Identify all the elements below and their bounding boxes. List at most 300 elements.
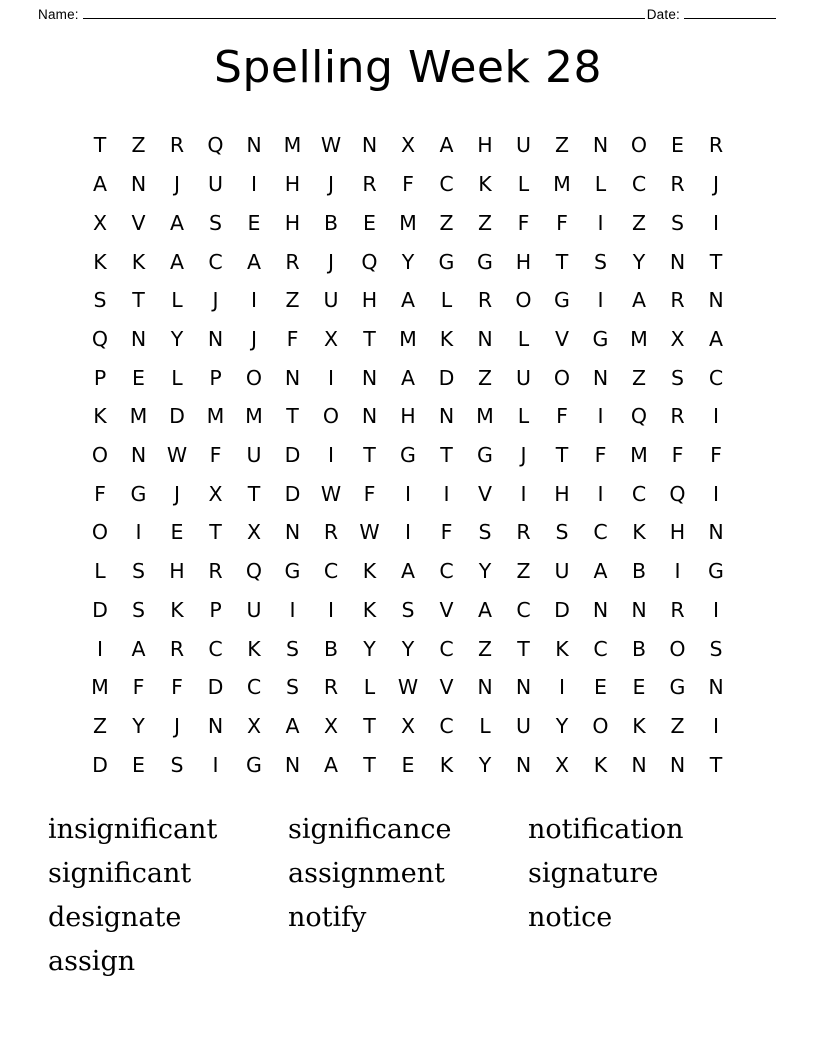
grid-cell[interactable]: O <box>553 365 571 390</box>
grid-cell[interactable]: X <box>246 713 262 738</box>
grid-cell[interactable]: T <box>363 713 376 738</box>
grid-cell[interactable]: I <box>327 365 335 390</box>
grid-cell[interactable]: I <box>250 288 258 313</box>
grid-cell[interactable]: K <box>247 636 261 661</box>
grid-cell[interactable]: Y <box>555 713 569 738</box>
grid-cell[interactable]: M <box>206 404 225 429</box>
grid-cell[interactable]: N <box>477 675 493 700</box>
grid-cell[interactable]: I <box>327 597 335 622</box>
grid-cell[interactable]: I <box>712 404 720 429</box>
grid-cell[interactable]: E <box>170 520 184 545</box>
grid-cell[interactable]: T <box>363 443 376 468</box>
grid-cell[interactable]: A <box>708 326 724 351</box>
grid-cell[interactable]: I <box>443 481 450 506</box>
grid-cell[interactable]: C <box>708 365 724 390</box>
grid-cell[interactable]: C <box>208 636 223 661</box>
grid-cell[interactable]: R <box>670 288 685 313</box>
grid-cell[interactable]: W <box>320 481 342 506</box>
grid-cell[interactable]: X <box>400 713 416 738</box>
grid-cell[interactable]: F <box>671 443 684 468</box>
grid-cell[interactable]: C <box>439 636 454 661</box>
grid-cell[interactable]: I <box>212 752 219 777</box>
grid-cell[interactable]: N <box>207 713 224 738</box>
grid-cell[interactable]: O <box>91 443 109 468</box>
grid-cell[interactable]: N <box>477 326 493 351</box>
grid-cell[interactable]: Z <box>477 365 493 390</box>
grid-cell[interactable]: N <box>515 752 532 777</box>
grid-cell[interactable]: V <box>439 597 454 622</box>
grid-row <box>81 165 736 204</box>
grid-cell[interactable]: Y <box>401 636 415 661</box>
grid-cell[interactable]: M <box>283 133 302 158</box>
grid-cell[interactable]: O <box>630 133 648 158</box>
grid-cell[interactable]: X <box>92 210 108 235</box>
grid-cell[interactable]: N <box>284 365 301 390</box>
grid-cell[interactable]: T <box>517 636 530 661</box>
grid-cell[interactable]: G <box>477 249 493 274</box>
grid-cell[interactable]: I <box>135 520 142 545</box>
grid-cell[interactable]: R <box>670 172 685 197</box>
grid-cell[interactable]: G <box>438 249 455 274</box>
grid-cell[interactable]: F <box>171 675 183 700</box>
grid-cell[interactable]: L <box>517 326 530 351</box>
grid-cell[interactable]: D <box>284 481 301 506</box>
grid-cell[interactable]: G <box>592 326 609 351</box>
grid-cell[interactable]: J <box>173 172 181 197</box>
grid-cell[interactable]: U <box>246 443 262 468</box>
grid-cell[interactable]: U <box>554 559 570 584</box>
grid-cell[interactable]: G <box>669 675 686 700</box>
grid-cell[interactable]: P <box>209 365 222 390</box>
grid-cell[interactable]: I <box>712 481 720 506</box>
grid-cell[interactable]: I <box>327 443 335 468</box>
grid-cell[interactable]: S <box>285 636 299 661</box>
grid-cell[interactable]: B <box>631 559 647 584</box>
grid-cell[interactable]: Z <box>477 210 493 235</box>
grid-cell[interactable]: V <box>477 481 493 506</box>
grid-cell[interactable]: F <box>209 443 222 468</box>
grid-cell[interactable]: I <box>712 210 720 235</box>
grid-cell[interactable]: N <box>130 326 147 351</box>
grid-cell[interactable]: W <box>166 443 188 468</box>
grid-cell[interactable]: A <box>131 636 146 661</box>
grid-cell[interactable]: J <box>327 249 335 274</box>
grid-cell[interactable]: F <box>556 210 568 235</box>
grid-cell[interactable]: K <box>131 249 146 274</box>
grid-cell[interactable]: N <box>708 520 724 545</box>
grid-cell[interactable]: H <box>515 249 532 274</box>
grid-cell[interactable]: S <box>670 365 684 390</box>
grid-cell[interactable]: F <box>710 443 722 468</box>
grid-cell[interactable]: S <box>593 249 607 274</box>
grid-cell[interactable]: Z <box>477 636 493 661</box>
grid-cell[interactable]: U <box>515 713 531 738</box>
grid-cell[interactable]: Z <box>285 288 300 313</box>
grid-cell[interactable]: Y <box>632 249 646 274</box>
grid-cell[interactable]: Y <box>401 249 415 274</box>
grid-cell[interactable]: N <box>631 597 647 622</box>
grid-cell[interactable]: Q <box>630 404 648 429</box>
grid-cell[interactable]: R <box>516 520 531 545</box>
grid-cell[interactable]: X <box>400 133 416 158</box>
grid-cell[interactable]: N <box>207 326 224 351</box>
grid-cell[interactable]: P <box>93 365 107 390</box>
grid-cell[interactable]: D <box>554 597 570 622</box>
grid-row <box>81 397 736 436</box>
grid-cell[interactable]: L <box>171 288 183 313</box>
grid-cell[interactable]: E <box>671 133 684 158</box>
grid-cell[interactable]: X <box>670 326 685 351</box>
grid-cell[interactable]: G <box>130 481 147 506</box>
grid-cell[interactable]: Z <box>631 365 647 390</box>
grid-cell[interactable]: Y <box>478 559 492 584</box>
grid-cell[interactable]: N <box>669 249 686 274</box>
grid-cell[interactable]: K <box>478 172 492 197</box>
grid-cell[interactable]: C <box>439 559 454 584</box>
grid-cell[interactable]: T <box>709 249 723 274</box>
grid-cell[interactable]: I <box>250 172 258 197</box>
grid-cell[interactable]: A <box>246 249 262 274</box>
grid-cell[interactable]: J <box>212 288 219 313</box>
grid-cell[interactable]: I <box>712 597 720 622</box>
grid-cell[interactable]: N <box>708 675 724 700</box>
grid-cell[interactable]: T <box>709 752 723 777</box>
grid-cell[interactable]: T <box>247 481 261 506</box>
grid-cell[interactable]: H <box>284 210 301 235</box>
grid-cell[interactable]: A <box>400 365 416 390</box>
grid-cell[interactable]: M <box>630 443 648 468</box>
grid-cell[interactable]: K <box>439 326 454 351</box>
grid-cell[interactable]: I <box>597 210 604 235</box>
grid-cell[interactable]: U <box>207 172 223 197</box>
grid-cell[interactable]: O <box>669 636 686 661</box>
grid-cell[interactable]: D <box>284 443 301 468</box>
grid-cell[interactable]: G <box>554 288 570 313</box>
grid-cell[interactable]: Z <box>131 133 146 158</box>
grid-cell[interactable]: M <box>553 172 571 197</box>
grid-cell[interactable]: A <box>169 210 185 235</box>
grid-cell[interactable]: A <box>323 752 339 777</box>
grid-cell[interactable]: N <box>592 365 609 390</box>
grid-cell[interactable]: C <box>208 249 223 274</box>
grid-cell[interactable]: S <box>401 597 415 622</box>
page-title: Spelling Week 28 <box>214 42 602 93</box>
grid-cell[interactable]: H <box>400 404 416 429</box>
grid-cell[interactable]: J <box>327 172 335 197</box>
grid-cell[interactable]: Z <box>92 713 108 738</box>
grid-cell[interactable]: U <box>246 597 262 622</box>
grid-cell[interactable]: I <box>404 520 412 545</box>
grid-cell[interactable]: R <box>169 133 185 158</box>
grid-cell[interactable]: K <box>632 713 646 738</box>
grid-cell[interactable]: X <box>323 713 339 738</box>
grid-cell[interactable]: H <box>284 172 301 197</box>
grid-cell[interactable]: G <box>400 443 416 468</box>
grid-cell[interactable]: Y <box>132 713 145 738</box>
grid-cell[interactable]: C <box>631 481 647 506</box>
grid-cell[interactable]: X <box>554 752 570 777</box>
grid-cell[interactable]: R <box>362 172 377 197</box>
grid-cell[interactable]: J <box>250 326 258 351</box>
grid-cell[interactable]: S <box>131 559 145 584</box>
grid-cell[interactable]: L <box>594 172 607 197</box>
grid-cell[interactable]: O <box>322 404 340 429</box>
grid-cell[interactable]: R <box>208 559 223 584</box>
grid-cell[interactable]: G <box>708 559 724 584</box>
word-list-item: notification <box>528 814 684 846</box>
grid-cell[interactable]: M <box>399 326 417 351</box>
grid-cell[interactable]: S <box>131 597 145 622</box>
date-input-line[interactable] <box>684 6 776 19</box>
grid-cell[interactable]: K <box>439 752 454 777</box>
grid-cell[interactable]: X <box>208 481 223 506</box>
grid-cell[interactable]: G <box>246 752 262 777</box>
grid-cell[interactable]: V <box>439 675 454 700</box>
grid-cell[interactable]: N <box>284 752 301 777</box>
grid-cell[interactable]: R <box>477 288 493 313</box>
grid-cell[interactable]: R <box>323 675 339 700</box>
grid-row <box>81 707 736 746</box>
grid-cell[interactable]: F <box>132 675 145 700</box>
grid-cell[interactable]: C <box>323 559 339 584</box>
grid-cell[interactable]: E <box>247 210 261 235</box>
grid-cell[interactable]: Q <box>207 133 224 158</box>
grid-cell[interactable]: S <box>208 210 222 235</box>
grid-cell[interactable]: O <box>592 713 609 738</box>
grid-cell[interactable]: A <box>477 597 493 622</box>
grid-cell[interactable]: N <box>438 404 455 429</box>
grid-cell[interactable]: B <box>323 636 339 661</box>
grid-cell[interactable]: M <box>129 404 148 429</box>
grid-cell[interactable]: I <box>674 559 681 584</box>
grid-cell[interactable]: E <box>363 210 376 235</box>
grid-cell[interactable]: Z <box>516 559 531 584</box>
grid-cell[interactable]: F <box>517 210 530 235</box>
grid-cell[interactable]: C <box>439 172 454 197</box>
grid-cell[interactable]: B <box>631 636 647 661</box>
grid-cell[interactable]: T <box>363 752 376 777</box>
grid-cell[interactable]: K <box>362 597 377 622</box>
grid-cell[interactable]: N <box>708 288 724 313</box>
grid-cell[interactable]: D <box>92 597 108 622</box>
grid-cell[interactable]: L <box>171 365 183 390</box>
grid-cell[interactable]: G <box>284 559 301 584</box>
grid-cell[interactable]: J <box>173 481 181 506</box>
grid-cell[interactable]: W <box>397 675 419 700</box>
grid-cell[interactable]: R <box>670 404 685 429</box>
grid-cell[interactable]: J <box>712 172 720 197</box>
grid-cell[interactable]: L <box>517 172 530 197</box>
grid-cell[interactable]: N <box>515 675 532 700</box>
grid-cell[interactable]: N <box>592 133 609 158</box>
grid-cell[interactable]: T <box>555 249 569 274</box>
grid-cell[interactable]: Z <box>631 210 647 235</box>
grid-cell[interactable]: Z <box>439 210 454 235</box>
grid-cell[interactable]: S <box>285 675 299 700</box>
grid-cell[interactable]: F <box>594 443 607 468</box>
grid-cell[interactable]: A <box>400 288 416 313</box>
grid-cell[interactable]: I <box>520 481 527 506</box>
grid-cell[interactable]: F <box>363 481 376 506</box>
grid-cell[interactable]: L <box>517 404 530 429</box>
grid-cell[interactable]: S <box>555 520 569 545</box>
grid-cell[interactable]: L <box>94 559 106 584</box>
grid-cell[interactable]: C <box>631 172 647 197</box>
grid-cell[interactable]: E <box>594 675 607 700</box>
grid-cell[interactable]: A <box>439 133 454 158</box>
grid-cell[interactable]: N <box>592 597 609 622</box>
grid-cell[interactable]: P <box>209 597 222 622</box>
grid-cell[interactable]: T <box>132 288 145 313</box>
grid-cell[interactable]: C <box>593 636 608 661</box>
grid-cell[interactable]: C <box>246 675 262 700</box>
grid-cell[interactable]: F <box>440 520 453 545</box>
grid-cell[interactable]: N <box>361 365 378 390</box>
grid-cell[interactable]: I <box>597 288 604 313</box>
grid-cell[interactable]: A <box>400 559 416 584</box>
grid-cell[interactable]: K <box>632 520 646 545</box>
name-input-line[interactable] <box>83 6 645 19</box>
grid-row <box>81 668 736 707</box>
grid-cell[interactable]: Y <box>363 636 376 661</box>
grid-cell[interactable]: I <box>597 404 604 429</box>
grid-cell[interactable]: O <box>245 365 263 390</box>
grid-cell[interactable]: H <box>169 559 185 584</box>
grid-cell[interactable]: I <box>597 481 604 506</box>
grid-cell[interactable]: I <box>96 636 104 661</box>
grid-cell[interactable]: N <box>130 443 147 468</box>
grid-cell[interactable]: Y <box>478 752 492 777</box>
grid-cell[interactable]: K <box>93 249 107 274</box>
grid-cell[interactable]: N <box>669 752 686 777</box>
grid-cell[interactable]: L <box>440 288 453 313</box>
grid-cell[interactable]: C <box>439 713 454 738</box>
grid-cell[interactable]: V <box>131 210 146 235</box>
grid-cell[interactable]: H <box>554 481 570 506</box>
grid-cell[interactable]: V <box>554 326 570 351</box>
grid-cell[interactable]: O <box>91 520 109 545</box>
grid-cell[interactable]: A <box>285 713 300 738</box>
grid-cell[interactable]: I <box>404 481 412 506</box>
grid-cell[interactable]: S <box>478 520 492 545</box>
grid-cell[interactable]: C <box>593 520 608 545</box>
grid-cell[interactable]: E <box>132 365 145 390</box>
grid-cell[interactable]: T <box>93 133 107 158</box>
grid-cell[interactable]: L <box>479 713 491 738</box>
grid-cell[interactable]: F <box>402 172 414 197</box>
grid-cell[interactable]: X <box>323 326 339 351</box>
grid-cell[interactable]: I <box>558 675 566 700</box>
grid-cell[interactable]: Q <box>91 326 109 351</box>
grid-cell[interactable]: K <box>593 752 608 777</box>
grid-cell[interactable]: K <box>362 559 377 584</box>
grid-row <box>81 320 736 359</box>
grid-cell[interactable]: Y <box>170 326 184 351</box>
grid-cell[interactable]: S <box>709 636 723 661</box>
grid-cell[interactable]: N <box>631 752 647 777</box>
grid-cell[interactable]: Q <box>669 481 686 506</box>
grid-cell[interactable]: S <box>93 288 107 313</box>
grid-cell[interactable]: W <box>359 520 380 545</box>
grid-cell[interactable]: D <box>438 365 455 390</box>
grid-cell[interactable]: L <box>363 675 376 700</box>
grid-cell[interactable]: Z <box>670 713 685 738</box>
grid-cell[interactable]: G <box>477 443 493 468</box>
grid-cell[interactable]: U <box>515 133 531 158</box>
grid-cell[interactable]: H <box>669 520 686 545</box>
grid-cell[interactable]: M <box>91 675 109 700</box>
word-search-grid[interactable] <box>81 126 736 784</box>
grid-cell[interactable]: U <box>323 288 339 313</box>
grid-cell[interactable]: H <box>477 133 493 158</box>
grid-cell[interactable]: R <box>169 636 185 661</box>
grid-cell[interactable]: N <box>284 520 301 545</box>
grid-cell[interactable]: R <box>708 133 724 158</box>
grid-cell[interactable]: M <box>245 404 263 429</box>
grid-cell[interactable]: X <box>246 520 262 545</box>
grid-cell[interactable]: E <box>632 675 646 700</box>
grid-cell[interactable]: U <box>515 365 531 390</box>
grid-cell[interactable]: A <box>169 249 185 274</box>
grid-cell[interactable]: K <box>555 636 569 661</box>
grid-cell[interactable]: T <box>440 443 453 468</box>
grid-cell[interactable]: B <box>323 210 339 235</box>
grid-cell[interactable]: R <box>285 249 300 274</box>
grid-cell[interactable]: T <box>363 326 376 351</box>
grid-row <box>81 630 736 669</box>
grid-cell[interactable]: Q <box>245 559 263 584</box>
grid-cell[interactable]: W <box>320 133 342 158</box>
grid-cell[interactable]: S <box>170 752 184 777</box>
grid-cell[interactable]: I <box>289 597 296 622</box>
grid-cell[interactable]: I <box>712 713 720 738</box>
grid-cell[interactable]: C <box>516 597 531 622</box>
grid-cell[interactable]: N <box>246 133 262 158</box>
grid-cell[interactable]: F <box>94 481 106 506</box>
grid-cell[interactable]: Q <box>361 249 378 274</box>
grid-cell[interactable]: A <box>631 288 647 313</box>
grid-cell[interactable]: S <box>670 210 684 235</box>
grid-cell[interactable]: M <box>630 326 648 351</box>
grid-cell[interactable]: D <box>92 752 108 777</box>
grid-cell[interactable]: E <box>132 752 145 777</box>
grid-cell[interactable]: N <box>361 404 378 429</box>
grid-cell[interactable]: K <box>170 597 184 622</box>
grid-cell[interactable]: D <box>169 404 185 429</box>
grid-cell[interactable]: M <box>476 404 494 429</box>
grid-cell[interactable]: O <box>515 288 532 313</box>
grid-cell[interactable]: M <box>399 210 417 235</box>
grid-cell[interactable]: J <box>173 713 181 738</box>
grid-cell[interactable]: A <box>593 559 608 584</box>
grid-cell[interactable]: F <box>556 404 568 429</box>
grid-cell[interactable]: F <box>286 326 299 351</box>
grid-cell[interactable]: N <box>130 172 147 197</box>
grid-cell[interactable]: K <box>93 404 107 429</box>
grid-cell[interactable]: R <box>323 520 339 545</box>
grid-cell[interactable]: D <box>207 675 224 700</box>
grid-cell[interactable]: H <box>361 288 378 313</box>
grid-cell[interactable]: R <box>670 597 685 622</box>
grid-cell[interactable]: A <box>92 172 108 197</box>
grid-cell[interactable]: T <box>286 404 299 429</box>
grid-cell[interactable]: E <box>401 752 415 777</box>
grid-cell[interactable]: T <box>209 520 222 545</box>
grid-cell[interactable]: N <box>361 133 378 158</box>
grid-cell[interactable]: Z <box>554 133 570 158</box>
grid-cell[interactable]: T <box>555 443 569 468</box>
grid-cell[interactable]: J <box>520 443 527 468</box>
